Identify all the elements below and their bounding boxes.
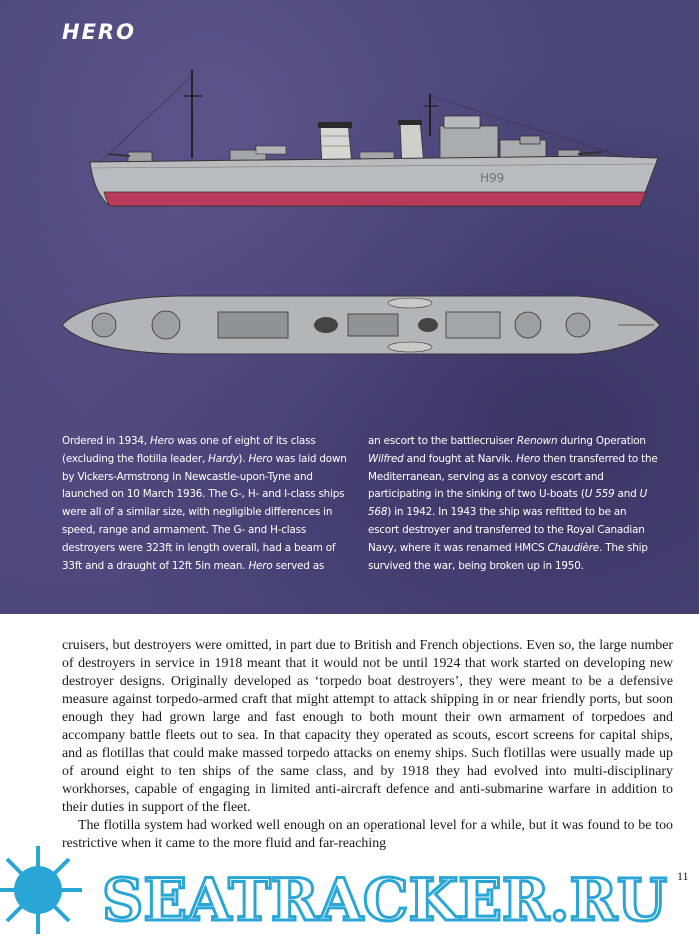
caption-right [368,433,660,575]
caption-italic-term: Hero [248,559,273,572]
caption-italic-term: Hardy [208,452,239,465]
caption-text: Ordered in 1934, [62,435,151,447]
watermark [0,840,699,943]
caption-text: during Operation [557,435,646,447]
ship-plan-illustration [58,290,662,360]
body-paragraph: The flotilla system had worked well enough on an operational level for a while, but it was found to be too restrictive when it came to the more fluid and far-reaching [62,818,673,851]
caption-text: . The ship survived the war, being broken up in 1950. [368,541,648,572]
page-number: 11 [677,869,689,883]
caption-italic-term: U 568 [368,488,647,519]
caption-text: was one of eight of its class (excluding the flotilla leader, [62,435,316,465]
caption-italic-term: Wilfred [368,452,404,465]
caption-text: ). [238,452,249,465]
caption-text: ) in 1942. In 1943 the ship was refitted to be an escort destroyer and transferred to the Royal Canadian Navy, where it was renamed HMCS [368,506,645,554]
plate-title: HERO [62,20,136,44]
caption-text: was laid down by Vickers-Armstrong in Newcastle-upon-Tyne and launched on 10 March 1936. The G-, H- and I-class ships were all of a similar size, with negligible differences in speed, range and armament. The G- and H-class destroyers were 323ft in length overall, had a beam of 33ft and a draught of 12ft 5in mean. [62,452,347,572]
caption-italic-term: Hero [516,452,541,465]
watermark-logo-icon [0,846,82,934]
watermark-text: SEATRACKER.RU [102,866,667,934]
ship-profile-illustration [80,66,660,226]
caption-italic-term: Chaudière [547,541,599,554]
caption-italic-term: U 559 [584,488,615,501]
caption-italic-term: Hero [248,452,273,465]
caption-text: and [614,488,640,501]
body-paragraph: cruisers, but destroyers were omitted, in part due to British and French objections. Even so, the large number of destroyers in service in 1918 meant that it would not be until 1924 that work started on developing new destroyer designs. Originally developed as ‘torpedo boat destroyers’, they were meant to be a defensive measure against torpedo-armed craft that might attempt to attack shipping in or near friendly ports, but soon enough they had grown large and fast enough to both mount their own armament of torpedoes and accompany battle fleets out to sea. In that capacity they operated as scouts, escort screens for capital ships, and as flotillas that could make massed torpedo attacks on enemy ships. Such flotillas were usually made up of around eight to ten ships of the same class, and by 1918 they had evolved into multi-disciplinary workhorses, capable of engaging in limited anti-aircraft defence and anti-submarine warfare in addition to their duties in support of the fleet. [62,638,673,815]
caption-text: an escort to the battlecruiser [368,435,517,447]
hull-number: H99 [480,171,505,185]
caption-text: then transferred to the Mediterranean, serving as a convoy escort and participating in the sinking of two U-boats ( [368,452,658,501]
caption-text: served as [272,559,325,572]
caption-left [62,433,352,575]
caption-italic-term: Hero [150,435,175,447]
body-text [62,637,673,853]
caption-text: and fought at Narvik. [403,452,517,465]
caption-italic-term: Renown [516,435,558,447]
